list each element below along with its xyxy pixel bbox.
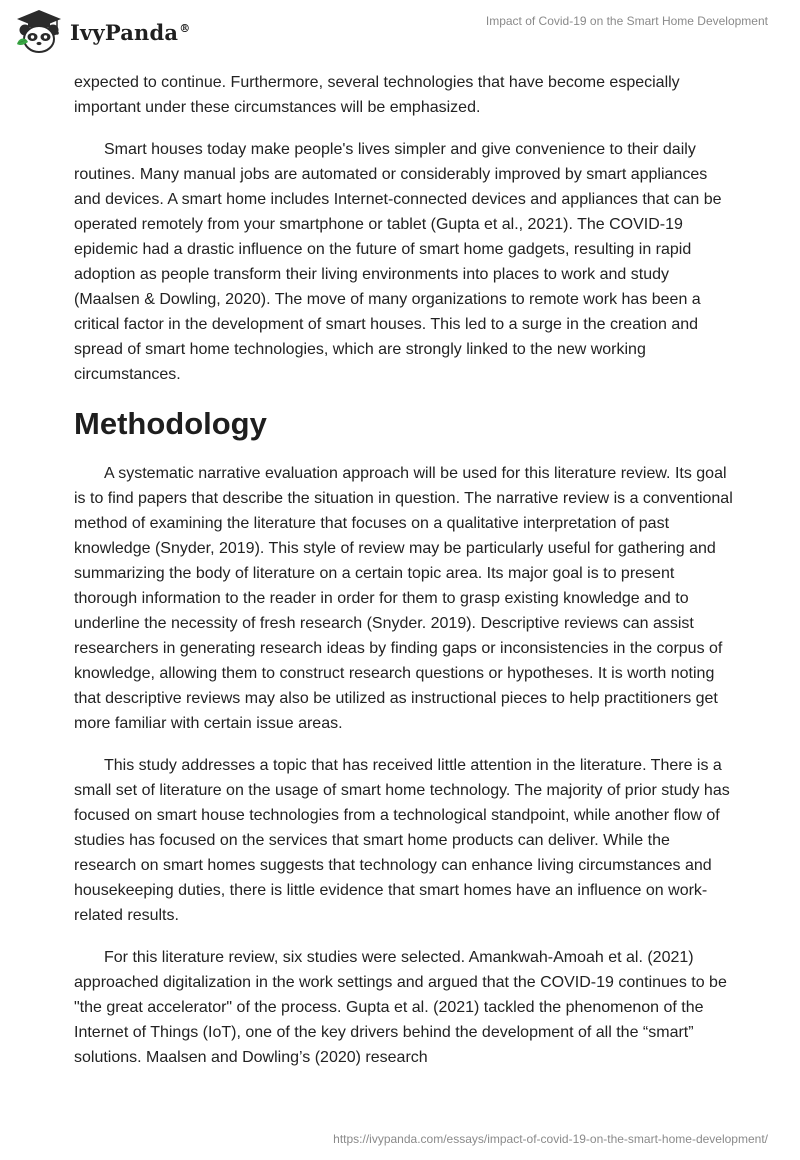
section-heading-methodology: Methodology xyxy=(74,406,267,441)
registered-mark: ® xyxy=(179,21,191,35)
paragraph-selected-studies: For this literature review, six studies were selected. Amankwah-Amoah et al. (2021) approached digitalization in the work settings and argued that the COVID-19 continues to be "the great accelerator" of the process. Gupta et al. (2021) tackled the phenomenon of the Internet of Things (IoT), one of the key drivers behind the development of all the “smart” solutions. Maalsen and Dowling’s (2020) research xyxy=(74,949,727,1066)
essay-body xyxy=(74,70,734,1087)
paragraph-continuation: expected to continue. Furthermore, several technologies that have become especially important under these circumstances will be emphasized. xyxy=(74,74,680,116)
brand-logo-link[interactable] xyxy=(14,8,190,56)
paragraph-narrative-review: A systematic narrative evaluation approach will be used for this literature review. Its goal is to find papers that describe the situation in question. The narrative review is a conventional method of examining the literature that focuses on a qualitative interpretation of past knowledge (Snyder, 2019). This style of review may be particularly useful for gathering and summarizing the body of literature on a certain topic area. Its major goal is to present thorough information to the reader in order for them to grasp existing knowledge and to underline the necessity of fresh research (Snyder. 2019). Descriptive reviews can assist researchers in generating research ideas by finding gaps or inconsistencies in the corpus of knowledge, allowing them to construct research questions or hypotheses. It is worth noting that descriptive reviews may also be utilized as instructional pieces to help practitioners get more familiar with certain issue areas. xyxy=(74,465,733,732)
paragraph-smart-houses: Smart houses today make people's lives simpler and give convenience to their daily routines. Many manual jobs are automated or considerably improved by smart appliances and devices. A smart home includes Internet-connected devices and appliances that can be operated remotely from your smartphone or tablet (Gupta et al., 2021). The COVID-19 epidemic had a drastic influence on the future of smart home gadgets, resulting in rapid adoption as people transform their living environments into places to work and study (Maalsen & Dowling, 2020). The move of many organizations to remote work has been a critical factor in the development of smart houses. This led to a surge in the creation and spread of smart home technologies, which are strongly linked to the new working circumstances. xyxy=(74,141,722,383)
brand-name: IvyPanda® xyxy=(70,19,191,45)
page-header xyxy=(0,0,800,70)
source-url: https://ivypanda.com/essays/impact-of-covid-19-on-the-smart-home-development/ xyxy=(333,1132,768,1146)
document-title: Impact of Covid-19 on the Smart Home Development xyxy=(485,14,768,28)
panda-graduate-icon xyxy=(14,8,64,56)
paragraph-study-topic: This study addresses a topic that has received little attention in the literature. There is a small set of literature on the usage of smart home technology. The majority of prior study has focused on smart house technologies from a technological standpoint, while another flow of studies has focused on the services that smart home products can deliver. While the research on smart homes suggests that technology can enhance living circumstances and housekeeping duties, there is little evidence that smart homes have an influence on work-related results. xyxy=(74,757,730,924)
